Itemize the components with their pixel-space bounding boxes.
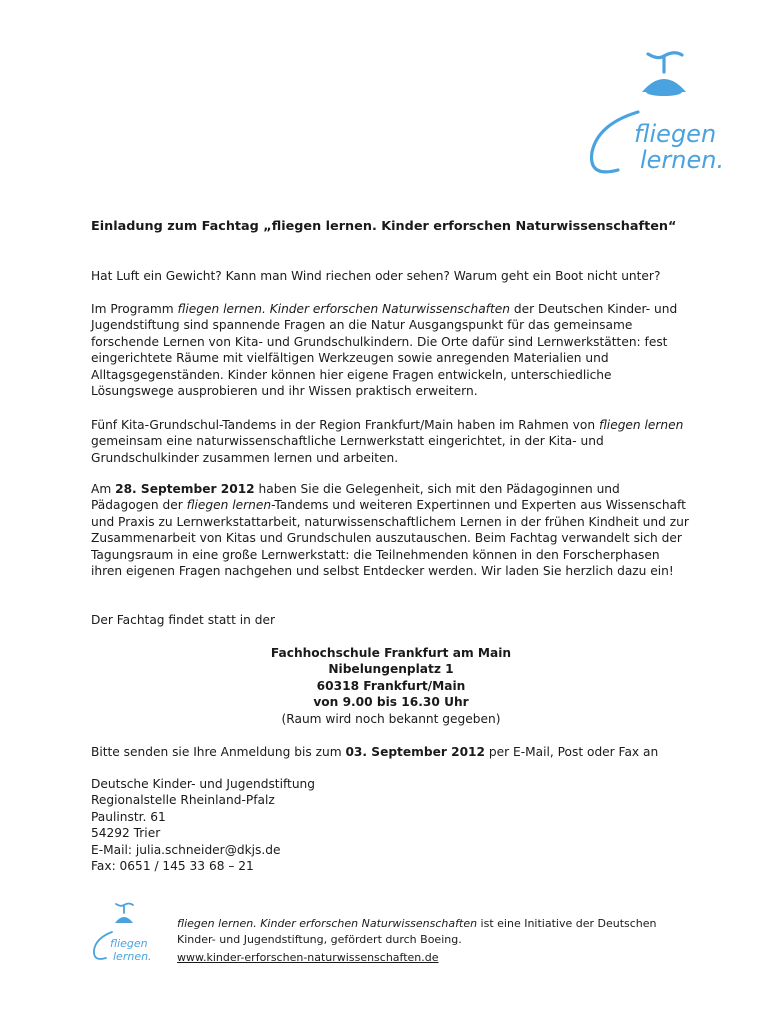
contact-street: Paulinstr. 61 xyxy=(91,809,166,824)
contact-fax: Fax: 0651 / 145 33 68 – 21 xyxy=(91,859,254,874)
registration-note: Bitte senden sie Ihre Anmeldung bis zum 03. September 2012 per E-Mail, Post oder Fax an xyxy=(91,745,659,759)
contact-org: Deutsche Kinder- und Jugendstiftung xyxy=(91,777,315,791)
program-name: fliegen lernen xyxy=(186,498,272,513)
program-name: fliegen lernen. Kinder erforschen Naturwissenschaften xyxy=(177,917,478,930)
venue-address xyxy=(91,645,691,727)
venue-street: Nibelungenplatz 1 xyxy=(328,662,454,677)
contact-email[interactable]: E-Mail: julia.schneider@dkjs.de xyxy=(91,842,281,857)
program-name: fliegen lernen xyxy=(598,418,684,432)
paragraph-invitation: Am 28. September 2012 haben Sie die Gelegenheit, sich mit den Pädagoginnen und Pädagogen der fliegen lernen-Tandems und weiteren Expertinnen und Experten aus Wissenschaft und Praxis zu Lernwerkstattarbeit, naturwissenschaftlichem Lernen in der frühen Kindheit und zur Zusammenarbeit von Kitas und Grundschulen auszutauschen. Beim Fachtag verwandelt sich der Tagungsraum in eine große Lernwerkstatt: die Teilnehmenden können in den Forscherphasen ihren eigenen Fragen nachgehen und selbst Entdecker werden. Wir laden Sie herzlich dazu ein! xyxy=(91,482,689,579)
footer-logo-line1: fliegen xyxy=(110,937,148,950)
venue-city: 60318 Frankfurt/Main xyxy=(316,678,466,693)
footer-note: fliegen lernen. Kinder erforschen Naturwissenschaften ist eine Initiative der Deutschen Kinder- und Jugendstiftung, gefördert durch Boeing. xyxy=(177,917,657,946)
program-name: fliegen lernen. Kinder erforschen Naturwissenschaften xyxy=(177,302,510,316)
logo-line2: lernen. xyxy=(640,146,725,174)
room-note: (Raum wird noch bekannt gegeben) xyxy=(281,711,501,726)
logo-line1: fliegen xyxy=(634,120,717,148)
registration-deadline: 03. September 2012 xyxy=(345,745,486,759)
contact-address xyxy=(91,776,691,874)
page-title: Einladung zum Fachtag „fliegen lernen. Kinder erforschen Naturwissenschaften“ xyxy=(91,219,677,234)
venue-name: Fachhochschule Frankfurt am Main xyxy=(270,646,512,660)
intro-question: Hat Luft ein Gewicht? Kann man Wind riechen oder sehen? Warum geht ein Boot nicht unter? xyxy=(91,269,661,283)
venue-intro: Der Fachtag findet statt in der xyxy=(91,613,275,627)
contact-city: 54292 Trier xyxy=(91,826,161,841)
footer-logo xyxy=(88,898,164,970)
event-time: von 9.00 bis 16.30 Uhr xyxy=(313,695,469,710)
event-date: 28. September 2012 xyxy=(115,482,255,496)
website-link[interactable]: www.kinder-erforschen-naturwissenschaften.de xyxy=(177,951,439,964)
paragraph-program: Im Programm fliegen lernen. Kinder erforschen Naturwissenschaften der Deutschen Kinder- und Jugendstiftung sind spannende Fragen an die Natur Ausgangspunkt für das gemeinsame forschende Lernen von Kita- und Grundschulkindern. Die Orte dafür sind Lernwerkstätten: fest eingerichtete Räume mit vielfältigen Werkzeugen sowie anregenden Materialien und Alltagsgegenständen. Kinder können hier eigene Fragen entwickeln, unterschiedliche Lösungswege ausprobieren und ihr Wissen praktisch erweitern. xyxy=(91,302,678,399)
contact-office: Regionalstelle Rheinland-Pfalz xyxy=(91,793,275,808)
fliegen-lernen-logo xyxy=(578,40,738,190)
footer-logo-line2: lernen. xyxy=(113,950,152,963)
paragraph-tandems: Fünf Kita-Grundschul-Tandems in der Region Frankfurt/Main haben im Rahmen von fliegen lernen gemeinsam eine naturwissenschaftliche Lernwerkstatt eingerichtet, in der Kita- und Grundschulkinder zusammen lernen und arbeiten. xyxy=(91,418,684,465)
